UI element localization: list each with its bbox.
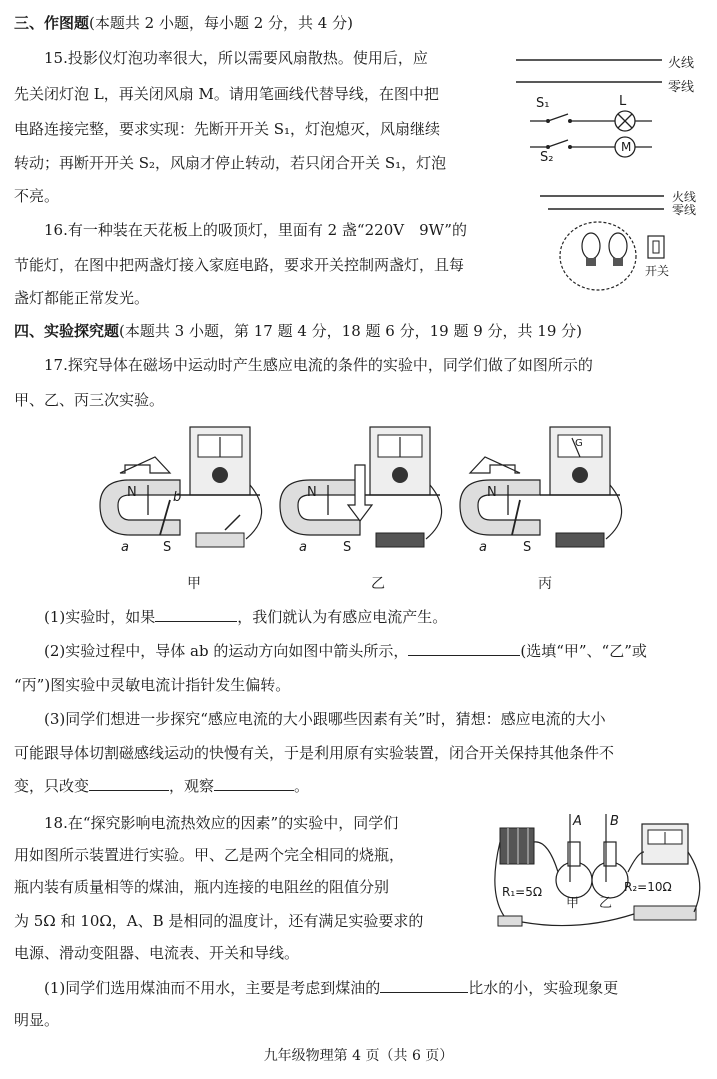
q16-fire-label: 火线 — [672, 190, 697, 204]
q18-line1: 18.在“探究影响电流热效应的因素”的实验中，同学们 — [44, 814, 399, 832]
q17-sub3-blank2[interactable] — [214, 776, 294, 791]
q17-bing-N-label: N — [487, 485, 497, 500]
q15-s2-label: S₂ — [540, 150, 554, 165]
q18-R2-label: R₂=10Ω — [624, 880, 672, 894]
q15-neutral-label: 零线 — [668, 80, 695, 95]
section4-heading-line — [14, 322, 582, 340]
q17-bing-a-label: a — [479, 540, 487, 555]
q18-line4: 为 5Ω 和 10Ω，A、B 是相同的温度计，还有满足实验要求的 — [14, 912, 424, 930]
q17-caption-bing: 丙 — [538, 576, 552, 592]
q18-R1-label: R₁=5Ω — [502, 885, 543, 899]
q15-s1-label: S₁ — [536, 96, 550, 111]
q18-heating-figure — [488, 812, 710, 937]
q17-sub2-text-b: (选填“甲”、“乙”或 — [520, 642, 647, 660]
q15-line5: 不亮。 — [14, 187, 60, 205]
q16-lamp-figure — [536, 188, 666, 296]
q15-line3: 电路连接完整，要求实现：先断开开关 S₁，灯泡熄灭，风扇继续 — [14, 120, 441, 138]
q17-yi-S-label: S — [343, 540, 352, 555]
q15-line2: 先关闭灯泡 L，再关闭风扇 M。请用笔画线代替导线，在图中把 — [14, 85, 439, 103]
q17-setup-jia — [100, 427, 262, 547]
q18-line3: 瓶内装有质量相等的煤油，瓶内连接的电阻丝的阻值分别 — [14, 878, 390, 896]
q18-sub1 — [44, 978, 618, 997]
q17-sub3-blank1[interactable] — [89, 776, 169, 791]
section3-heading: 三、作图题 — [14, 14, 90, 32]
q15-fire-label: 火线 — [668, 56, 695, 71]
q18-flask-yi-label: 乙 — [599, 896, 613, 911]
q18-sub1-line2: 明显。 — [14, 1011, 60, 1029]
q17-sub3-text-c: 。 — [294, 777, 310, 795]
q18-thermometer-B-label: B — [610, 814, 619, 829]
section4-info: (本题共 3 小题，第 17 题 4 分，18 题 6 分，19 题 9 分，共 19 分) — [119, 322, 582, 340]
q17-jia-S-label: S — [163, 540, 172, 555]
q17-sub3-text-b: ，观察 — [169, 777, 215, 795]
q17-sub2-line2: “丙”)图实验中灵敏电流计指针发生偏转。 — [14, 676, 291, 694]
q17-sub3-line3 — [14, 776, 309, 795]
q16-line1: 16.有一种装在天花板上的吸顶灯，里面有 2 盏“220V 9W”的 — [44, 221, 467, 239]
q18-line5: 电源、滑动变阻器、电流表、开关和导线。 — [14, 944, 300, 962]
q16-switch-label: 开关 — [645, 264, 670, 278]
q17-setup-yi — [280, 427, 442, 547]
q17-sub3-line2: 可能跟导体切割磁感线运动的快慢有关，于是利用原有实验装置，闭合开关保持其他条件不 — [14, 744, 615, 762]
q17-galvanometer-label: G — [575, 438, 583, 449]
q16-neutral-label: 零线 — [672, 203, 697, 217]
section3-heading-line — [14, 14, 353, 32]
section4-heading: 四、实验探究题 — [14, 322, 120, 340]
q17-line2: 甲、乙、丙三次实验。 — [14, 391, 165, 409]
q17-caption-jia: 甲 — [187, 576, 201, 592]
q17-caption-yi: 乙 — [371, 576, 385, 592]
q17-jia-a-label: a — [121, 540, 129, 555]
q17-jia-N-label: N — [127, 485, 137, 500]
q17-sub3-line1: (3)同学们想进一步探究“感应电流的大小跟哪些因素有关”时，猜想：感应电流的大小 — [44, 710, 606, 728]
q16-line3: 盏灯都能正常发光。 — [14, 289, 150, 307]
q17-jia-b-label: b — [173, 490, 182, 505]
page-footer: 九年级物理第 4 页（共 6 页） — [263, 1048, 454, 1064]
q17-bing-S-label: S — [523, 540, 532, 555]
q15-motor-label: M — [621, 140, 632, 154]
q18-flask-jia-label: 甲 — [566, 896, 580, 911]
q17-sub2 — [44, 641, 647, 660]
q16-line2: 节能灯，在图中把两盏灯接入家庭电路，要求开关控制两盏灯，且每 — [14, 256, 465, 274]
q18-thermometer-A-label: A — [573, 814, 582, 829]
q18-sub1-text-a: (1)同学们选用煤油而不用水，主要是考虑到煤油的 — [44, 979, 381, 997]
section3-info: (本题共 2 小题，每小题 2 分，共 4 分) — [89, 14, 353, 32]
q18-sub1-blank[interactable] — [380, 978, 468, 993]
q18-line2: 用如图所示装置进行实验。甲、乙是两个完全相同的烧瓶， — [14, 846, 405, 864]
q15-line1: 15.投影仪灯泡功率很大，所以需要风扇散热。使用后，应 — [44, 49, 428, 67]
q17-sub1-text-a: (1)实验时，如果 — [44, 608, 156, 626]
q15-line4: 转动；再断开开关 S₂，风扇才停止转动，若只闭合开关 S₁，灯泡 — [14, 154, 447, 172]
q17-yi-a-label: a — [299, 540, 307, 555]
q18-sub1-text-b: 比水的小，实验现象更 — [468, 979, 619, 997]
q17-setup-bing — [460, 427, 622, 547]
q17-sub1 — [44, 607, 447, 626]
q17-yi-N-label: N — [307, 485, 317, 500]
q17-sub2-text-a: (2)实验过程中，导体 ab 的运动方向如图中箭头所示， — [44, 642, 409, 660]
q17-line1: 17.探究导体在磁场中运动时产生感应电流的条件的实验中，同学们做了如图所示的 — [44, 356, 593, 374]
q17-sub2-blank[interactable] — [408, 641, 520, 656]
q17-sub3-text-a: 变，只改变 — [14, 777, 90, 795]
q17-sub1-text-b: ，我们就认为有感应电流产生。 — [237, 608, 448, 626]
q15-lamp-label: L — [619, 94, 627, 109]
q17-sub1-blank[interactable] — [155, 607, 237, 622]
